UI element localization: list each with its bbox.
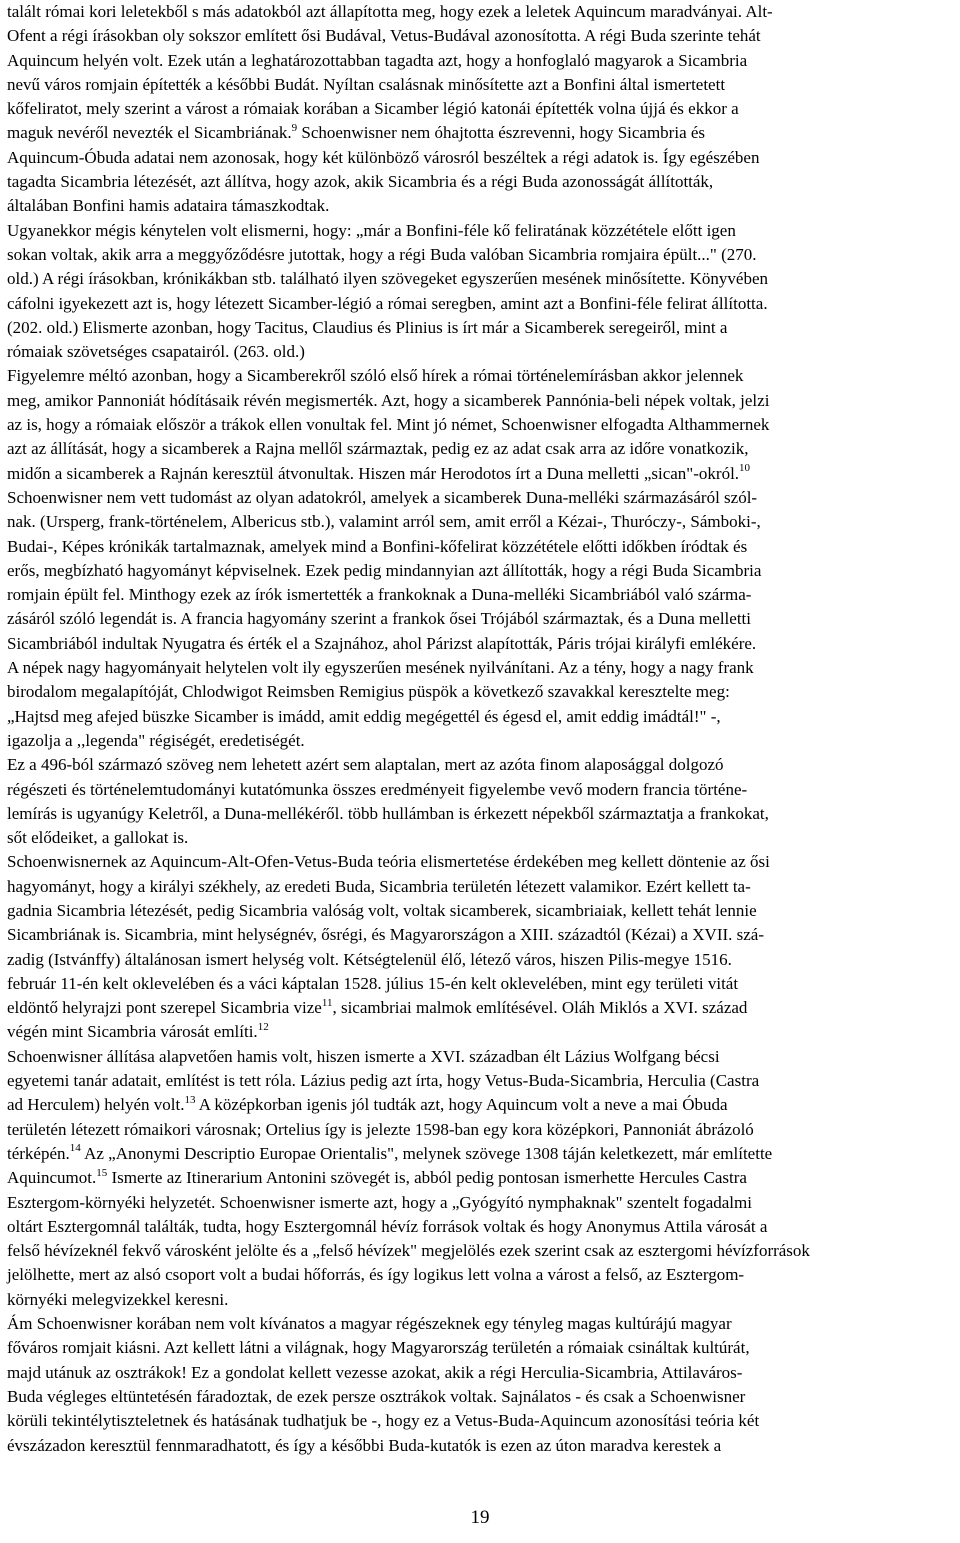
text-line: felső hévízeknél fekvő városként jelölte és a „felső hévízek" megjelölés ezek szerint csak az esztergomi hévízforrások — [7, 1241, 810, 1261]
text-line: területén létezett rómaikori városnak; Ortelius így is jelezte 1598-ban egy kora középkori, Pannoniát ábrázoló — [7, 1119, 754, 1139]
text-line: jelölhette, mert az alsó csoport volt a budai hőforrás, és így logikus lett volna a várost a felső, az Esztergom- — [7, 1265, 745, 1285]
text-line: Schoenwisnernek az Aquincum-Alt-Ofen-Vetus-Buda teória elismertetése érdekében meg kellett döntenie az ősi — [7, 852, 770, 872]
text-line: eldöntő helyrajzi pont szerepel Sicambria vize$^{11}$, sicambriai malmok említésével. Oláh Miklós a XVI. század — [7, 996, 748, 1018]
text-line: évszázadon keresztül fennmaradhatott, és így a későbbi Buda-kutatók is ezen az úton maradva kerestek a — [7, 1435, 722, 1455]
text-line: romjain épült fel. Minthogy ezek az írók ismertették a frankoknak a Duna-melléki Sicambriából való szárma- — [7, 585, 752, 605]
text-line: talált római kori leletekből s más adatokból azt állapította meg, hogy ezek a leletek Aquincum maradványai. Alt- — [7, 2, 773, 21]
text-line: (202. old.) Elismerte azonban, hogy Tacitus, Claudius és Plinius is írt már a Sicamberek seregeiről, mint a — [7, 317, 728, 337]
text-line: Aquincumot.$^{15}$ Ismerte az Itinerarium Antonini szövegét is, abból pedig pontosan ismerhette Hercules Castra — [7, 1166, 747, 1188]
document-body — [7, 0, 953, 1458]
text-line: zadig (Istvánffy) általánosan ismert helység volt. Kétségtelenül élő, létező város, hiszen Pilis-megye 1516. — [7, 949, 732, 969]
footnote-ref: 14 — [69, 1142, 81, 1155]
text-line: Sicambriából indultak Nyugatra és érték el a Szajnához, ahol Párizst alapították, Páris trójai királyfi emlékére. — [7, 633, 757, 653]
text-line: lemírás is ugyanúgy Keletről, a Duna-mellékéről. több hullámban is érkezett népekből származtatja a frankokat, — [7, 803, 769, 823]
text-line: Schoenwisner állítása alapvetően hamis volt, hiszen ismerte a XVI. században élt Lázius Wolfgang bécsi — [7, 1046, 720, 1066]
text-line: meg, amikor Pannoniát hódításaik révén megismerték. Azt, hogy a sicamberek Pannónia-beli népek voltak, jelzi — [7, 390, 770, 410]
text-line: Ám Schoenwisner korában nem volt kívánatos a magyar régészeknek egy tényleg magas kultúrájú magyar — [7, 1314, 732, 1334]
text-line: február 11-én kelt oklevelében és a váci káptalan 1528. július 15-én kelt oklevelében, mint egy területi vitát — [7, 973, 739, 993]
page-number: 19 — [470, 1507, 490, 1528]
text-line: gadnia Sicambria létezését, pedig Sicambria valóság volt, voltak sicamberek, sicambriaiak, kellett tehát lennie — [7, 900, 757, 920]
text-line: nevű város romjain építették a későbbi Budát. Nyíltan csalásnak minősítette azt a Bonfini által ismertetett — [7, 74, 726, 94]
text-line: egyetemi tanár adatait, említést is tett róla. Lázius pedig azt írta, hogy Vetus-Buda-Sicambria, Herculia (Castra — [7, 1071, 760, 1091]
text-line: erős, megbízható hagyományt képviselnek. Ezek pedig mindannyian azt állították, hogy a régi Buda Sicambria — [7, 560, 762, 580]
text-line: midőn a sicamberek a Rajnán keresztül átvonultak. Hiszen már Herodotos írt a Duna melletti „sican"-okról.$^{10}$ — [7, 461, 751, 483]
text-line: végén mint Sicambria városát említi.$^{12}$ — [7, 1020, 269, 1042]
text-line: majd utánuk az osztrákok! Ez a gondolat kellett vezesse azokat, akik a régi Herculia-Sicambria, Attilaváros- — [7, 1362, 743, 1382]
text-line: Figyelemre méltó azonban, hogy a Sicamberekről szóló első hírek a római történelemírásban akkor jelennek — [7, 366, 744, 386]
footnote-ref: 15 — [96, 1166, 108, 1179]
text-line: cáfolni igyekezett azt is, hogy létezett Sicamber-légió a római seregben, amint azt a Bonfini-féle felirat állította. — [7, 293, 768, 313]
text-line: Sicambriának is. Sicambria, mint helységnév, ősrégi, és Magyarországon a XIII. századtól (Kézai) a XVII. szá- — [7, 925, 765, 945]
text-line: ad Herculem) helyén volt.$^{13}$ A középkorban igenis jól tudták azt, hogy Aquincum volt a neve a mai Óbuda — [7, 1093, 728, 1115]
text-line: hagyományt, hogy a királyi székhely, az eredeti Buda, Sicambria területén létezett valamikor. Ezért kellett ta- — [7, 876, 751, 896]
text-line: tagadta Sicambria létezését, azt állítva, hogy azok, akik Sicambria és a régi Buda azonosságát állították, — [7, 172, 714, 192]
text-line: Ez a 496-ból származó szöveg nem lehetett azért sem alaptalan, mert az azóta finom alaposággal dolgozó — [7, 755, 724, 775]
text-line: old.) A régi írásokban, krónikákban stb. található ilyen szövegeket egyszerűen mesének minősítette. Könyvében — [7, 269, 769, 289]
text-line: az is, hogy a rómaiak először a trákok ellen vonultak fel. Mint jó német, Schoenwisner elfogadta Althammernek — [7, 415, 770, 435]
text-line: Budai-, Képes krónikák tartalmaznak, amelyek mind a Bonfini-kőfelirat közzététele előtti időkben íródtak és — [7, 536, 748, 556]
text-line: maguk nevéről nevezték el Sicambriának.$^9$ Schoenwisner nem óhajtotta észrevenni, hogy Sicambria és — [7, 121, 706, 143]
text-line: régészeti és történelemtudományi kutatómunka összes eredményeit figyelembe vevő modern francia történe- — [7, 779, 748, 799]
text-line: térképén.$^{14}$ Az „Anonymi Descriptio Europae Orientalis", melynek szövege 1308 táján keletkezett, már említette — [7, 1142, 773, 1163]
text-line: Aquincum helyén volt. Ezek után a leghatározottabban tagadta azt, hogy a honfoglaló magyarok a Sicambria — [7, 50, 748, 70]
text-line: környéki melegvizekkel keresni. — [7, 1289, 229, 1309]
text-line: Buda végleges eltüntetésén fáradoztak, de ezek persze osztrákok voltak. Sajnálatos - és csak a Schoenwisner — [7, 1386, 746, 1406]
text-line: rómaiak szövetséges csapatairól. (263. old.) — [7, 342, 305, 362]
text-line: sokan voltak, akik arra a meggyőződésre jutottak, hogy a régi Buda valóban Sicambria romjaira épült..." (270. — [7, 244, 757, 264]
footnote-ref: 9 — [291, 121, 298, 134]
footnote-ref: 11 — [321, 996, 333, 1009]
text-line: oltárt Esztergomnál találták, tudta, hogy Esztergomnál hévíz források voltak és hogy Anonymus Attila városát a — [7, 1216, 768, 1236]
text-line: Ugyanekkor mégis kénytelen volt elismerni, hogy: „már a Bonfini-féle kő feliratának közzététele előtt igen — [7, 220, 736, 240]
text-line: Schoenwisner nem vett tudomást az olyan adatokról, amelyek a sicamberek Duna-melléki származásáról szól- — [7, 487, 758, 507]
footnote-ref: 10 — [739, 461, 751, 474]
footnote-ref: 12 — [257, 1020, 269, 1033]
text-line: birodalom megalapítóját, Chlodwigot Reimsben Remigius püspök a következő szavakkal keresztelte meg: — [7, 682, 730, 702]
text-line: Esztergom-környéki helyzetét. Schoenwisner ismerte azt, hogy a „Gyógyító nymphaknak" szentelt fogadalmi — [7, 1192, 752, 1212]
text-line: „Hajtsd meg afejed büszke Sicamber is imádd, amit eddig megégettél és égesd el, amit eddig imádtál!" -, — [7, 706, 721, 726]
text-line: igazolja a ,,legenda" régiségét, eredetiségét. — [7, 730, 305, 750]
text-line: sőt elődeiket, a gallokat is. — [7, 828, 189, 848]
text-line: azt az állítását, hogy a sicamberek a Rajna mellől származtak, pedig ez az adat csak arra az időre vonatkozik, — [7, 439, 749, 459]
text-line: körüli tekintélytiszteletnek és hatásának tudhatjuk be -, hogy ez a Vetus-Buda-Aquincum azonosítási teória két — [7, 1411, 760, 1431]
footnote-ref: 13 — [184, 1093, 196, 1106]
text-line: nak. (Ursperg, frank-történelem, Albericus stb.), valamint arról sem, amit erről a Kézai-, Thuróczy-, Sámboki-, — [7, 512, 761, 532]
text-line: általában Bonfini hamis adataira támaszkodtak. — [7, 196, 330, 216]
text-line: főváros romjait kiásni. Azt kellett látni a világnak, hogy Magyarország területén a rómaiak csináltak kultúrát, — [7, 1338, 750, 1358]
text-line: A népek nagy hagyományait helytelen volt ily egyszerűen mesének nyilvánítani. Az a tény, hogy a nagy frank — [7, 658, 754, 678]
text-line: zásáról szóló legendát is. A francia hagyomány szerint a frankok ősei Trójából származtak, és a Duna melletti — [7, 609, 751, 629]
text-line: Ofent a régi írásokban oly sokszor említett ősi Budával, Vetus-Budával azonosította. A régi Buda szerinte tehát — [7, 26, 761, 46]
text-line: kőfeliratot, mely szerint a várost a rómaiak korában a Sicamber légió katonái építették volna újjá és ekkor a — [7, 99, 739, 119]
text-line: Aquincum-Óbuda adatai nem azonosak, hogy két különböző városról beszéltek a régi adatok is. Így egészében — [7, 147, 760, 167]
